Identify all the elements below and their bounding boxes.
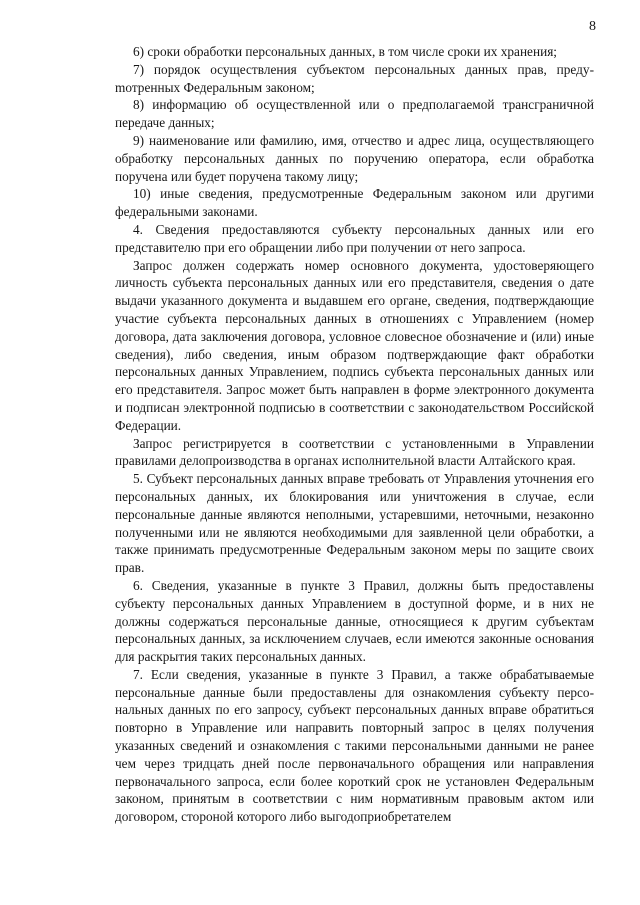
paragraph-clause-4: 4. Сведения предоставляются субъекту персональных данных или его представителю при его обращении либо при получении от него запроса. [115,221,594,255]
paragraph-request-content: Запрос должен содержать номер основного документа, удостоверяющего личность субъекта персональных данных или его представителя, сведения о дате выдачи указанного документа и выдавшем его органе, сведения, подтверждающие участие субъекта персональных данных в отношениях с Управлением (номер договора, дата заключения договора, условное словесное обозначение и (или) иные сведения), либо сведения, иным образом подтверждающие факт обработки персональных данных Управлением, подпись субъекта персональных данных или его представителя. Запрос может быть направлен в форме электронного документа и подписан электронной подписью в соответствии с законодательством Российской Федерации. [115,257,594,433]
paragraph-item-8: 8) информацию об осуществленной или о предполагаемой трансграничной передаче данных; [115,97,594,131]
paragraph-item-9: 9) наименование или фамилию, имя, отчество и адрес лица, осуществляющего обработку персональных данных по поручению оператора, если обработка поручена или будет поручена такому лицу; [115,132,594,184]
paragraph-item-10: 10) иные сведения, предусмотренные Федеральным законом или другими федеральными законами. [115,186,594,220]
paragraph-clause-7: 7. Если сведения, указанные в пункте 3 Правил, а также обрабатываемые персональные данные были предоставлены для ознакомления субъекту персональных данных по его запросу, субъект персональных данных вправе обратиться повторно в Управление или направить повторный запрос в целях получения указанных сведений и ознакомления с такими персональными данными не ранее чем через тридцать дней после первоначального обращения или направления первоначального запроса, если более короткий срок не установлен Федеральным законом, принятым в соответствии с ним нормативным правовым актом или договором, стороной которого либо выгодоприобретателем [115,666,594,825]
paragraph-item-6: 6) сроки обработки персональных данных, в том числе сроки их хранения; [133,44,558,59]
paragraph-clause-6: 6. Сведения, указанные в пункте 3 Правил, должны быть предоставлены субъекту персональных данных Управлением в доступной форме, и в них не должны содержаться персональные данные, относящиеся к другим субъектам персональных данных, за исключением случаев, если имеются законные основания для раскрытия таких персональных данных. [115,577,594,665]
paragraph-clause-5: 5. Субъект персональных данных вправе требовать от Управления уточнения его персональных данных, их блокирования или уничтожения в случае, если персональные данные являются неполными, устаревшими, неточными, незаконно полученными или не являются необходимыми для заявленной цели обработки, а также принимать предусмотренные Федеральным законом меры по защите своих прав. [115,471,594,576]
page-number: 8 [589,19,596,34]
document-body [115,43,594,826]
paragraph-request-registration: Запрос регистрируется в соответствии с установленными в Управлении правилами делопроизводства в органах исполнительной власти Алтайского края. [115,435,594,469]
paragraph-item-7: 7) порядок осуществления субъектом персональных данных прав, предуmотренных Федеральным законом; [115,61,594,95]
